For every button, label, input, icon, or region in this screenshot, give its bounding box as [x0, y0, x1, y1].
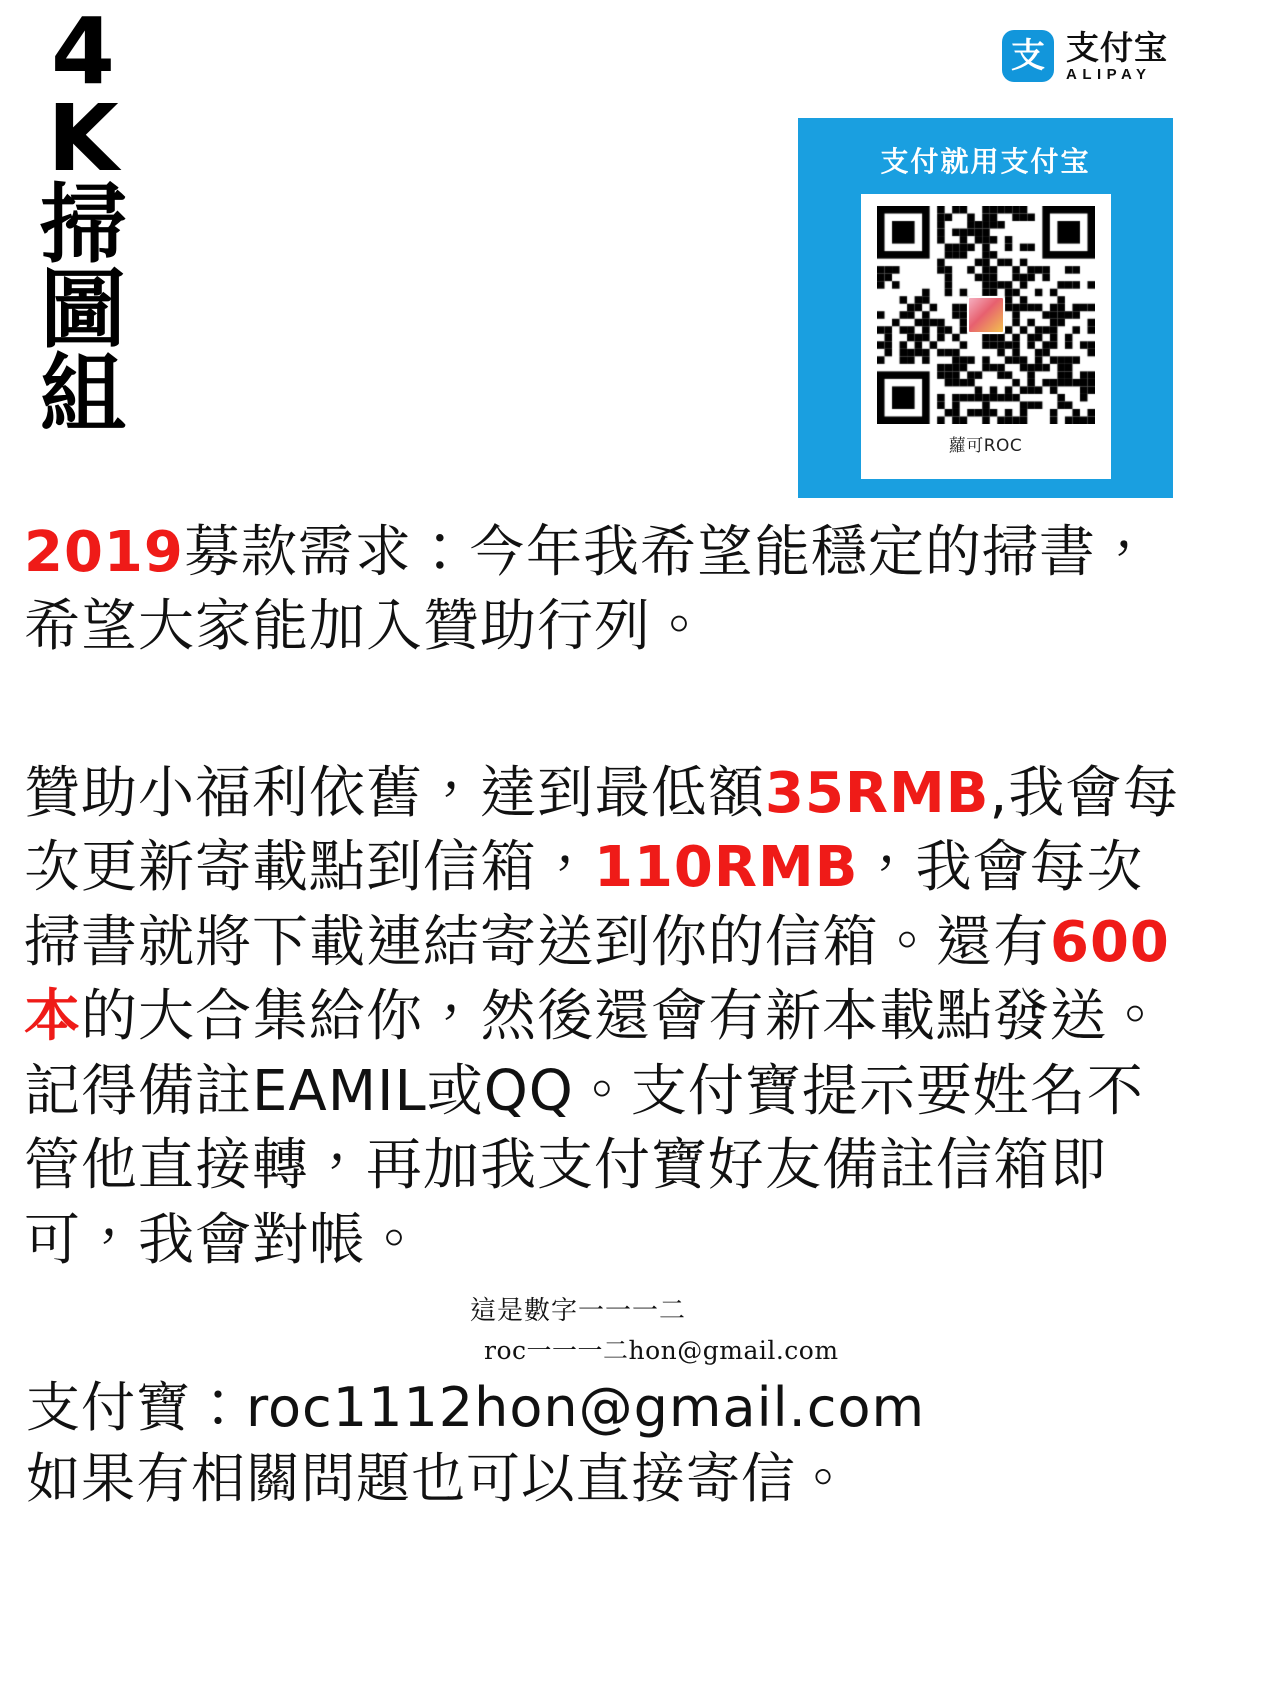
qr-code-image[interactable] [877, 206, 1095, 424]
qr-card-title: 支付就用支付宝 [880, 145, 1091, 178]
title-char-2: K [47, 85, 119, 193]
alipay-wordmark [1066, 27, 1168, 83]
collection-600-books: 600本 [24, 909, 1170, 1050]
paragraph2-part1: 贊助小福利依舊，達到最低額 [24, 760, 765, 826]
body-text [24, 516, 1184, 1278]
alipay-icon: 支 [1002, 30, 1054, 82]
alipay-email-line: 支付寶：roc1112hon@gmail.com [26, 1376, 926, 1439]
annotation-line-2: roc一一一二hon@gmail.com [484, 1336, 839, 1365]
contact-note-line: 如果有相關問題也可以直接寄信。 [26, 1447, 851, 1511]
annotation-line-1: 這是數字一一一二 [470, 1296, 687, 1326]
qr-card-inner [861, 194, 1111, 479]
paragraph2-part2: ,我會每次更新寄載點到信箱， [24, 760, 1180, 901]
paragraph-funding-goal [24, 516, 1184, 665]
title-char-4: 圖 [40, 259, 126, 360]
title-char-3: 掃 [40, 174, 126, 275]
footer-contact [26, 1372, 1226, 1515]
paragraph1-year: 2019 [24, 520, 184, 585]
paragraph2-part3: ，我會每次掃書就將下載連結寄送到你的信箱。還有 [24, 835, 1144, 975]
paragraph2-part4: 的大合集給你，然後還會有新本載點發送。記得備註EAMIL或QQ。支付寶提示要姓名不管他直接轉，再加我支付寶好友備註信箱即可，我會對帳。 [24, 984, 1164, 1273]
qr-code-caption: 蘿可ROC [948, 436, 1023, 456]
alipay-qr-card [798, 118, 1173, 498]
qr-center-avatar-icon [967, 296, 1005, 334]
title-char-5: 組 [40, 345, 126, 446]
amount-110rmb: 110RMB [594, 835, 859, 901]
alipay-name-en: ALIPAY [1066, 65, 1152, 83]
paragraph1-text: 募款需求：今年我希望能穩定的掃書，希望大家能加入贊助行列。 [24, 520, 1153, 660]
paragraph-reward-details [24, 757, 1184, 1278]
page-title [18, 0, 148, 446]
email-annotation [470, 1290, 890, 1367]
alipay-logo [1002, 27, 1168, 83]
alipay-name-cn: 支付宝 [1066, 27, 1168, 67]
amount-35rmb: 35RMB [765, 760, 990, 826]
title-char-1: 4 [50, 0, 115, 105]
